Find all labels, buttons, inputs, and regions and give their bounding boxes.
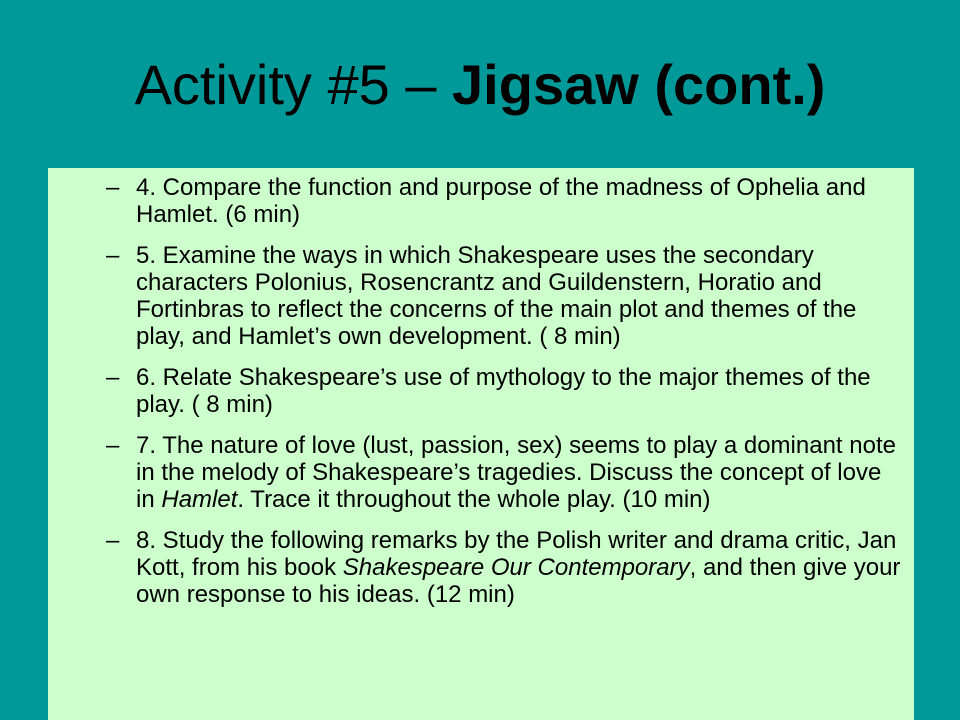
bullet-dash: –	[106, 242, 120, 269]
list-item	[106, 174, 906, 228]
content-panel	[48, 168, 914, 720]
title-bold-text: Jigsaw (cont.)	[452, 53, 826, 116]
list-item	[106, 527, 906, 608]
list-item	[106, 364, 906, 418]
slide-title	[0, 54, 960, 116]
bullet-dash: –	[106, 364, 120, 391]
list-item	[106, 242, 906, 350]
bullet-dash: –	[106, 432, 120, 459]
item-text-end: , and then give your own response to his ideas. (12 min)	[136, 554, 901, 608]
item-text: 6. Relate Shakespeare’s use of mythology to the major themes of the play. ( 8 min)	[136, 364, 871, 418]
list-item	[106, 432, 906, 513]
item-text: 5. Examine the ways in which Shakespeare uses the secondary characters Polonius, Rosencrantz and Guildenstern, Horatio and Fortinbras to reflect the concerns of the main plot and themes of the play, and Hamlet’s own development. ( 8 min)	[136, 242, 857, 350]
item-text: 4. Compare the function and purpose of the madness of Ophelia and Hamlet. (6 min)	[136, 174, 866, 228]
italic-book-title: Shakespeare Our Contemporary	[342, 554, 690, 581]
item-text-end: . Trace it throughout the whole play. (10 min)	[237, 486, 711, 513]
italic-title-hamlet: Hamlet	[161, 486, 238, 513]
item-text: 8. Study the following remarks by the Polish writer and drama critic, Jan Kott, from his book	[136, 527, 897, 581]
bullet-dash: –	[106, 174, 120, 201]
bullet-list	[106, 174, 906, 622]
title-text: Activity #5 –	[134, 53, 453, 116]
bullet-dash: –	[106, 527, 120, 554]
item-text: 7. The nature of love (lust, passion, sex) seems to play a dominant note in the melody of Shakespeare’s tragedies. Discuss the concept of love in	[136, 432, 896, 513]
